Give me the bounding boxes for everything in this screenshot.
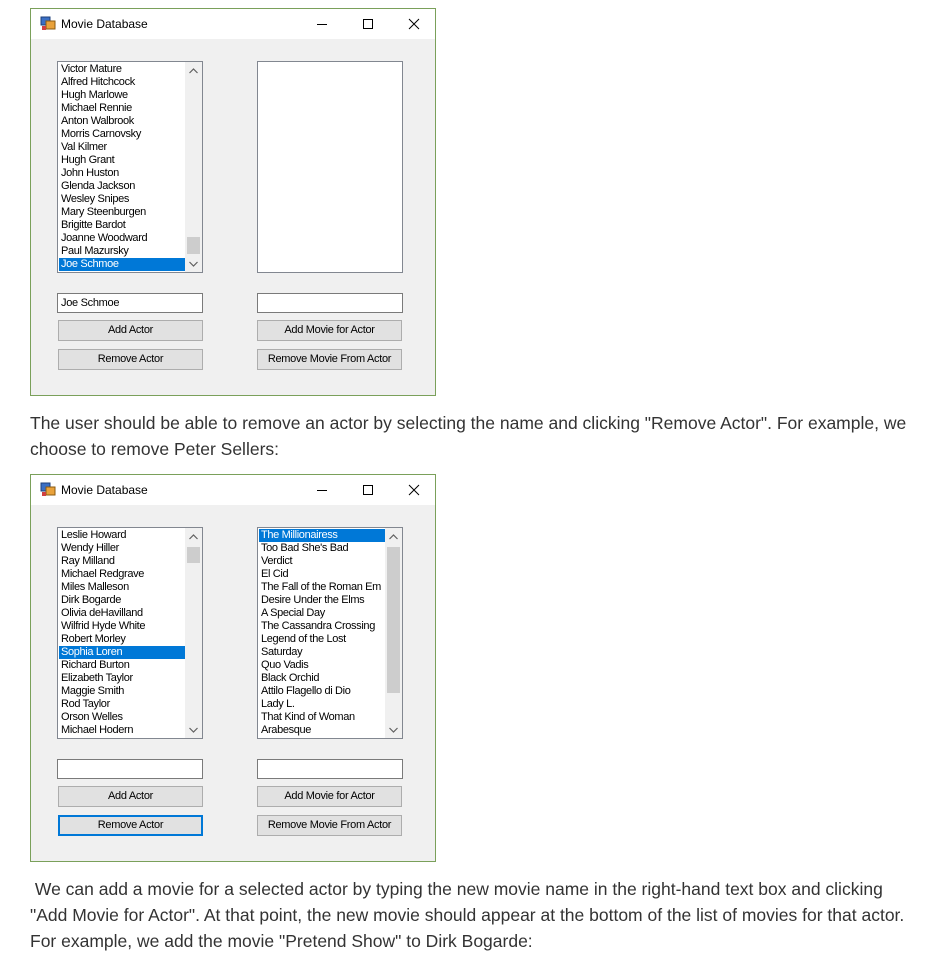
movie-listbox[interactable]	[257, 527, 403, 739]
list-item[interactable]: Black Orchid	[261, 672, 320, 684]
instruction-text-2	[30, 876, 920, 954]
movie-database-window-1	[30, 8, 436, 396]
list-item[interactable]: El Cid	[261, 568, 289, 580]
list-item[interactable]: The Millionairess	[259, 529, 385, 542]
chevron-up-icon	[189, 68, 198, 74]
minimize-button[interactable]	[299, 9, 345, 39]
list-item[interactable]: Elizabeth Taylor	[61, 672, 133, 684]
list-item[interactable]: Wilfrid Hyde White	[61, 620, 146, 632]
list-item[interactable]: Michael Rennie	[61, 102, 132, 114]
close-icon	[408, 18, 420, 30]
title-bar[interactable]	[31, 475, 435, 505]
scroll-down-button[interactable]	[385, 721, 402, 738]
remove-actor-button[interactable]: Remove Actor	[58, 815, 203, 836]
list-item[interactable]: Ray Milland	[61, 555, 115, 567]
list-item[interactable]: Olivia deHavilland	[61, 607, 143, 619]
window-title: Movie Database	[61, 17, 148, 31]
list-item[interactable]: John Huston	[61, 167, 119, 179]
chevron-down-icon	[189, 261, 198, 267]
add-movie-button[interactable]: Add Movie for Actor	[257, 786, 402, 807]
list-item[interactable]: A Special Day	[261, 607, 325, 619]
minimize-icon	[316, 484, 328, 496]
actor-name-input[interactable]: Joe Schmoe	[57, 293, 203, 313]
app-icon	[40, 482, 56, 497]
list-item[interactable]: Verdict	[261, 555, 293, 567]
instruction-text-1	[30, 410, 920, 462]
list-item[interactable]: Desire Under the Elms	[261, 594, 365, 606]
list-item[interactable]: Joanne Woodward	[61, 232, 148, 244]
list-item[interactable]: Miles Malleson	[61, 581, 129, 593]
minimize-icon	[316, 18, 328, 30]
movie-listbox[interactable]	[257, 61, 403, 273]
close-button[interactable]	[391, 9, 437, 39]
instruction-paragraph: The user should be able to remove an actor by selecting the name and clicking "Remove Actor". For example, we choose to remove Peter Sellers:	[30, 413, 907, 459]
list-item[interactable]: Wesley Snipes	[61, 193, 130, 205]
movie-list-items	[259, 529, 385, 737]
scroll-up-button[interactable]	[185, 62, 202, 79]
add-actor-button[interactable]: Add Actor	[58, 320, 203, 341]
list-item[interactable]: Brigitte Bardot	[61, 219, 126, 231]
actor-list-items	[59, 529, 185, 737]
list-item[interactable]: Orson Welles	[61, 711, 123, 723]
list-item[interactable]: Legend of the Lost	[261, 633, 346, 645]
list-item[interactable]: Lady L.	[261, 698, 295, 710]
scroll-up-button[interactable]	[385, 528, 402, 545]
list-item[interactable]: Glenda Jackson	[61, 180, 135, 192]
list-item[interactable]: Anton Walbrook	[61, 115, 134, 127]
list-item[interactable]: The Fall of the Roman Em	[261, 581, 381, 593]
scroll-thumb[interactable]	[187, 547, 200, 563]
title-bar[interactable]	[31, 9, 435, 39]
chevron-down-icon	[189, 727, 198, 733]
list-item[interactable]: Leslie Howard	[61, 529, 127, 541]
actor-list-scrollbar[interactable]	[185, 62, 202, 272]
actor-list-items	[59, 63, 185, 271]
remove-movie-button[interactable]: Remove Movie From Actor	[257, 349, 402, 370]
scroll-up-button[interactable]	[185, 528, 202, 545]
instruction-paragraph: We can add a movie for a selected actor by typing the new movie name in the right-hand text box and clicking "Add Movie for Actor". At that point, the new movie should appear at the bottom of the list of movies for that actor. For example, we add the movie "Pretend Show" to Dirk Bogarde:	[30, 879, 910, 951]
minimize-button[interactable]	[299, 475, 345, 505]
maximize-button[interactable]	[345, 9, 391, 39]
list-item[interactable]: Maggie Smith	[61, 685, 125, 697]
list-item[interactable]: Mary Steenburgen	[61, 206, 146, 218]
window-title: Movie Database	[61, 483, 148, 497]
list-item[interactable]: Wendy Hiller	[61, 542, 119, 554]
list-item[interactable]: Hugh Marlowe	[61, 89, 128, 101]
actor-listbox[interactable]	[57, 527, 203, 739]
list-item[interactable]: Attilo Flagello di Dio	[261, 685, 351, 697]
scroll-down-button[interactable]	[185, 255, 202, 272]
scroll-thumb[interactable]	[187, 237, 200, 254]
add-movie-button[interactable]: Add Movie for Actor	[257, 320, 402, 341]
chevron-up-icon	[389, 534, 398, 540]
chevron-down-icon	[389, 727, 398, 733]
list-item[interactable]: Hugh Grant	[61, 154, 115, 166]
list-item[interactable]: Richard Burton	[61, 659, 130, 671]
remove-movie-button[interactable]: Remove Movie From Actor	[257, 815, 402, 836]
list-item[interactable]: Dirk Bogarde	[61, 594, 121, 606]
movie-database-window-2	[30, 474, 436, 862]
list-item[interactable]: Saturday	[261, 646, 303, 658]
list-item[interactable]: Paul Mazursky	[61, 245, 129, 257]
list-item[interactable]: Morris Carnovsky	[61, 128, 141, 140]
close-button[interactable]	[391, 475, 437, 505]
remove-actor-button[interactable]: Remove Actor	[58, 349, 203, 370]
list-item[interactable]: Quo Vadis	[261, 659, 309, 671]
list-item[interactable]: Rod Taylor	[61, 698, 110, 710]
list-item[interactable]: Arabesque	[261, 724, 312, 736]
close-icon	[408, 484, 420, 496]
chevron-up-icon	[189, 534, 198, 540]
actor-list-scrollbar[interactable]	[185, 528, 202, 738]
movie-name-input[interactable]	[257, 293, 403, 313]
maximize-button[interactable]	[345, 475, 391, 505]
list-item[interactable]: Joe Schmoe	[59, 258, 185, 271]
list-item[interactable]: Alfred Hitchcock	[61, 76, 135, 88]
list-item[interactable]: Too Bad She's Bad	[261, 542, 349, 554]
add-actor-button[interactable]: Add Actor	[58, 786, 203, 807]
list-item[interactable]: That Kind of Woman	[261, 711, 355, 723]
list-item[interactable]: Michael Redgrave	[61, 568, 145, 580]
movie-list-scrollbar[interactable]	[385, 528, 402, 738]
movie-name-input[interactable]	[257, 759, 403, 779]
list-item[interactable]: Sophia Loren	[59, 646, 185, 659]
actor-listbox[interactable]	[57, 61, 203, 273]
app-icon	[40, 16, 56, 31]
scroll-thumb[interactable]	[387, 547, 400, 693]
actor-name-input[interactable]	[57, 759, 203, 779]
maximize-icon	[362, 18, 374, 30]
list-item[interactable]: Michael Hodern	[61, 724, 134, 736]
list-item[interactable]: Robert Morley	[61, 633, 126, 645]
scroll-down-button[interactable]	[185, 721, 202, 738]
list-item[interactable]: Val Kilmer	[61, 141, 107, 153]
list-item[interactable]: The Cassandra Crossing	[261, 620, 375, 632]
maximize-icon	[362, 484, 374, 496]
list-item[interactable]: Victor Mature	[61, 63, 122, 75]
